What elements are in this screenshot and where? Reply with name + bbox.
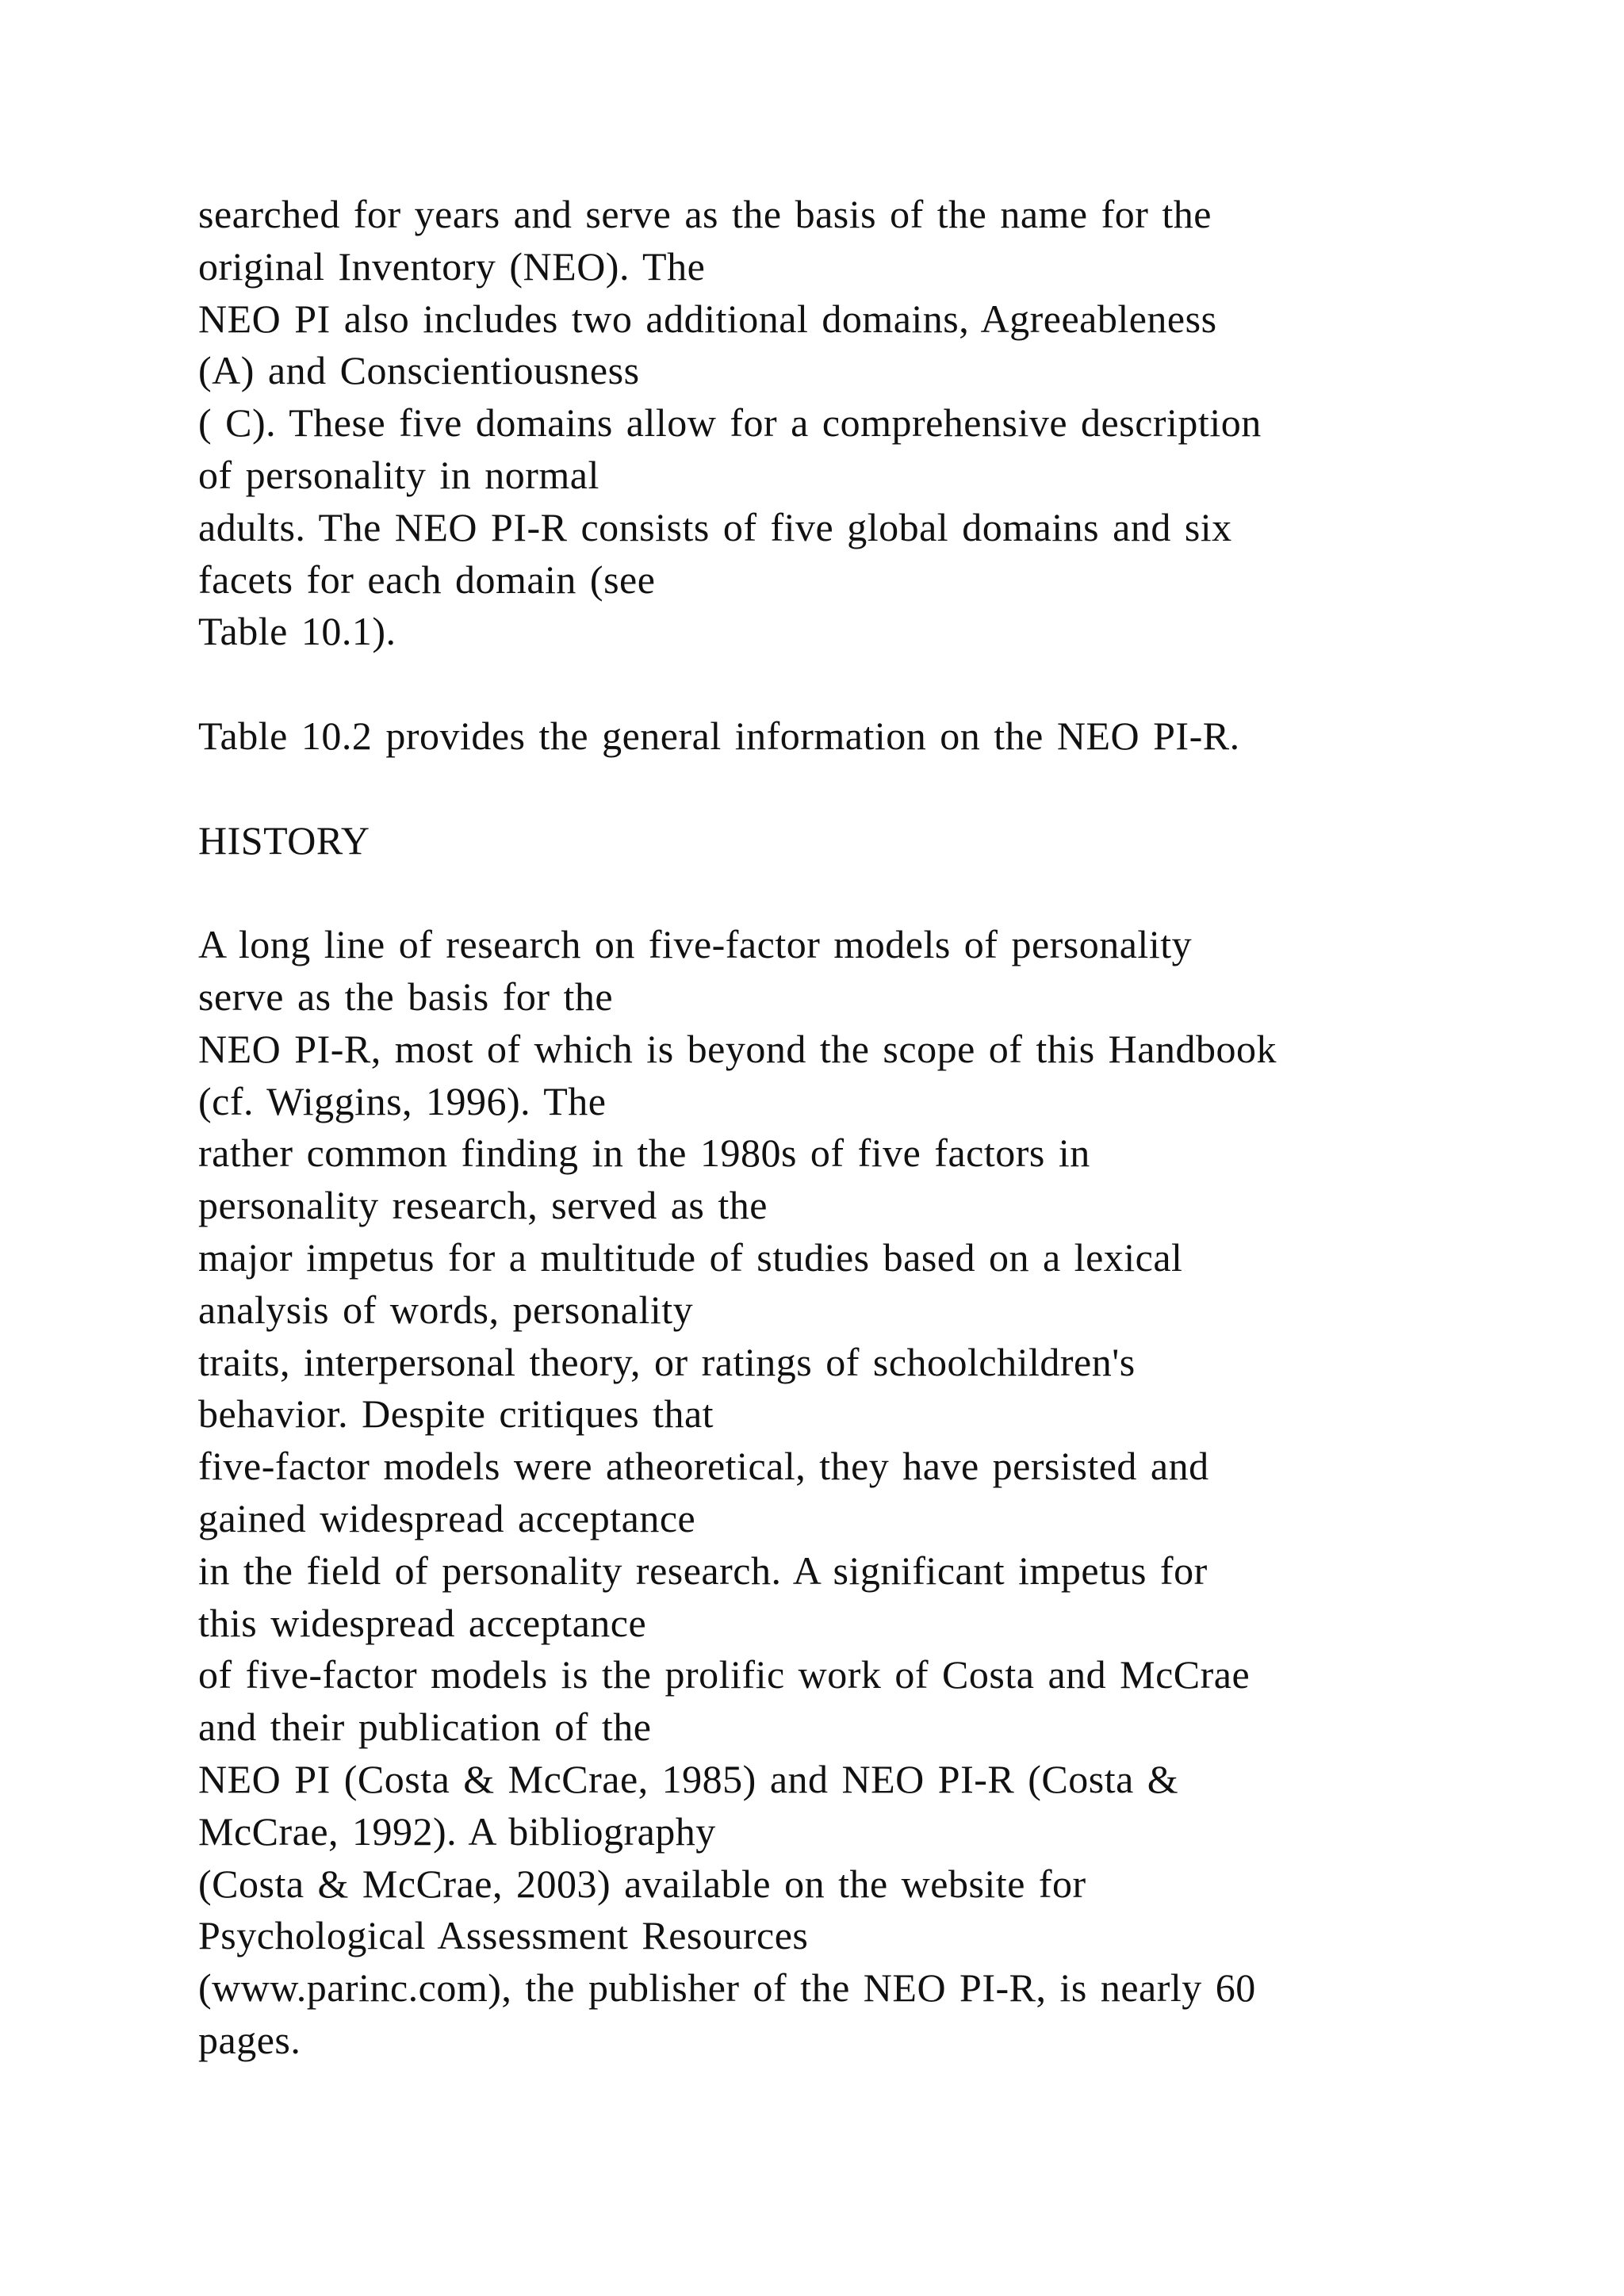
text-line: Table 10.1). bbox=[198, 609, 396, 654]
text-line: pages. bbox=[198, 2017, 301, 2062]
text-line: (cf. Wiggins, 1996). The bbox=[198, 1078, 607, 1123]
text-line: major impetus for a multitude of studies based on a lexical bbox=[198, 1234, 1183, 1280]
text-line: of personality in normal bbox=[198, 452, 599, 497]
text-line: in the field of personality research. A significant impetus for bbox=[198, 1548, 1208, 1593]
section-heading-history bbox=[198, 815, 1546, 867]
text-line: (Costa & McCrae, 2003) available on the website for bbox=[198, 1861, 1086, 1906]
text-line: serve as the basis for the bbox=[198, 974, 614, 1019]
text-line: rather common finding in the 1980s of five factors in bbox=[198, 1131, 1090, 1176]
text-line: original Inventory (NEO). The bbox=[198, 243, 706, 289]
text-line: A long line of research on five-factor models of personality bbox=[198, 922, 1193, 967]
text-line: NEO PI-R, most of which is beyond the scope of this Handbook bbox=[198, 1026, 1277, 1071]
text-line: Psychological Assessment Resources bbox=[198, 1913, 809, 1958]
text-line: personality research, served as the bbox=[198, 1183, 768, 1228]
text-line: traits, interpersonal theory, or ratings of schoolchildren's bbox=[198, 1339, 1136, 1384]
text-line: NEO PI also includes two additional domains, Agreeableness bbox=[198, 296, 1217, 341]
text-line: (A) and Conscientiousness bbox=[198, 348, 640, 393]
body-text bbox=[198, 189, 1546, 2067]
text-line: gained widespread acceptance bbox=[198, 1495, 696, 1540]
text-line: ( C). These five domains allow for a comprehensive description bbox=[198, 400, 1262, 446]
paragraph-intro bbox=[198, 189, 1546, 658]
text-line: Table 10.2 provides the general information on the NEO PI-R. bbox=[198, 713, 1240, 758]
text-line: McCrae, 1992). A bibliography bbox=[198, 1808, 716, 1854]
paragraph-spacer bbox=[198, 763, 1546, 815]
text-line: NEO PI (Costa & McCrae, 1985) and NEO PI-R (Costa & bbox=[198, 1756, 1179, 1801]
paragraph-table-reference bbox=[198, 710, 1546, 763]
paragraph-history bbox=[198, 919, 1546, 2067]
text-line: five-factor models were atheoretical, they have persisted and bbox=[198, 1444, 1209, 1489]
text-line: this widespread acceptance bbox=[198, 1600, 647, 1645]
text-line: and their publication of the bbox=[198, 1705, 652, 1750]
paragraph-spacer bbox=[198, 867, 1546, 919]
text-line: facets for each domain (see bbox=[198, 557, 656, 602]
text-line: searched for years and serve as the basis of the name for the bbox=[198, 192, 1212, 236]
text-line: of five-factor models is the prolific work of Costa and McCrae bbox=[198, 1652, 1251, 1697]
text-line: behavior. Despite critiques that bbox=[198, 1391, 714, 1437]
paragraph-spacer bbox=[198, 658, 1546, 710]
text-line: (www.parinc.com), the publisher of the NEO PI-R, is nearly 60 bbox=[198, 1965, 1256, 2011]
text-line: adults. The NEO PI-R consists of five global domains and six bbox=[198, 504, 1232, 549]
text-line: analysis of words, personality bbox=[198, 1287, 694, 1332]
section-heading: HISTORY bbox=[198, 817, 370, 863]
